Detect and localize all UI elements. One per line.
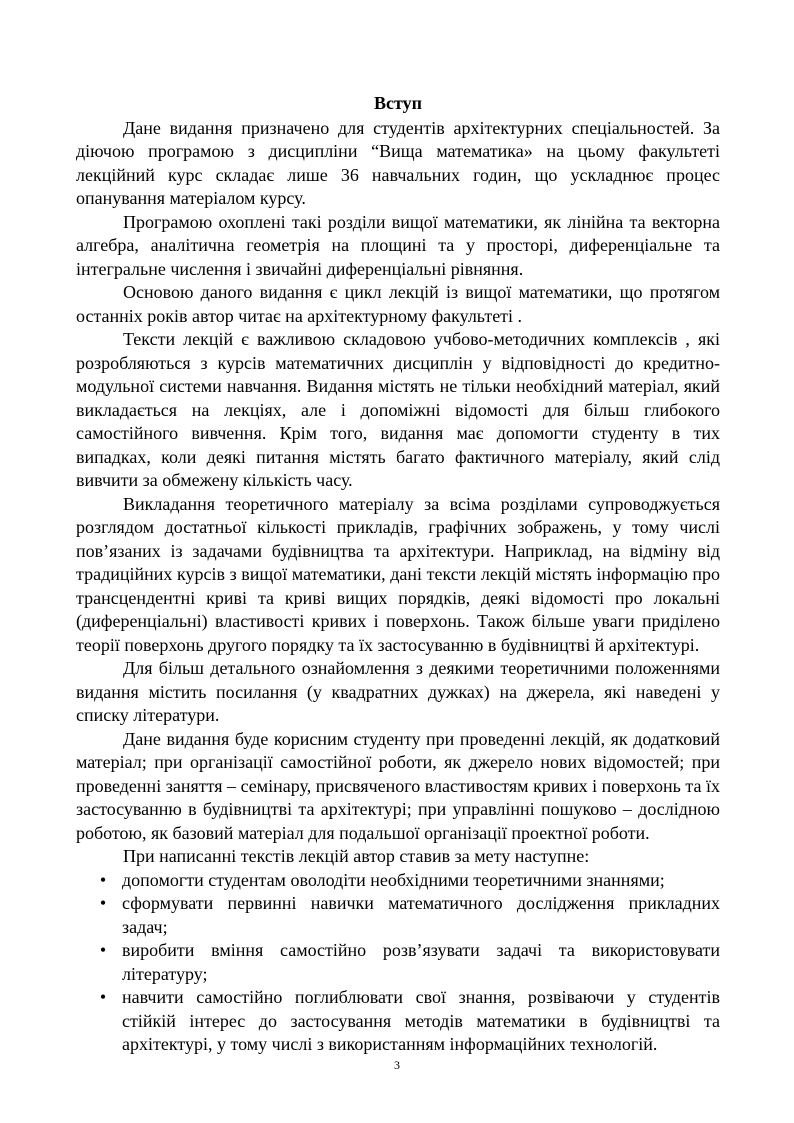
page-title: Вступ xyxy=(374,93,422,113)
bullet-icon: • xyxy=(99,869,107,890)
goals-list xyxy=(76,869,720,1057)
bullet-icon: • xyxy=(99,893,107,913)
list-item-text: виробити вміння самостійно розв’язувати задачі та використовувати літературу; xyxy=(122,940,720,984)
paragraph-program-sections: Програмою охоплені такі розділи вищої математики, як лінійна та векторна алгебра, аналітична геометрія на площині та у просторі, диференціальне та інтегральне числення і звичайні диференціальні рівняння. xyxy=(76,211,720,279)
list-item xyxy=(76,986,720,1057)
paragraph-lecture-cycle: Основою даного видання є цикл лекцій із вищої математики, що протягом останніх років автор читає на архітектурному факультеті . xyxy=(76,282,720,326)
list-item xyxy=(76,892,720,939)
paragraph-goals-intro: При написанні текстів лекцій автор ставив за мету наступне: xyxy=(123,846,590,866)
paragraph-references: Для більш детального ознайомлення з деякими теоретичними положеннями видання містить посилання (у квадратних дужках) на джерела, які наведені у списку літератури. xyxy=(76,658,720,725)
bullet-icon: • xyxy=(99,940,107,960)
bullet-icon: • xyxy=(99,987,107,1007)
paragraph-intro: Дане видання призначено для студентів архітектурних спеціальностей. За діючою програмою з дисципліни “Вища математика» на цьому факультеті лекційний курс складає лише 36 навчальних годин, що ускладнює процес опанування матеріалом курсу. xyxy=(76,117,720,208)
list-item xyxy=(76,869,720,893)
list-item-text: навчити самостійно поглиблювати свої знання, розвіваючи у студентів стійкій інтерес до застосування методів математики в будівництві та архітектурі, у тому числі з використанням інформаційних технологій. xyxy=(122,987,720,1054)
list-item-text: сформувати первинні навички математичного дослідження прикладних задач; xyxy=(122,893,720,937)
list-item-text: допомогти студентам оволодіти необхідними теоретичними знаннями; xyxy=(122,869,665,890)
paragraph-lecture-texts: Тексти лекцій є важливою складовою учбово-методичних комплексів , які розробляються з курсів математичних дисциплін у відповідності до кредитно-модульної системи навчання. Видання містять не тільки необхідний матеріал, який викладається на лекціях, але і допоміжні відомості для більш глибокого самостійного вивчення. Крім того, видання має допомогти студенту в тих випадках, коли деякі питання містять багато фактичного матеріалу, який слід вивчити за обмежену кількість часу. xyxy=(76,329,720,490)
paragraph-theory-presentation: Викладання теоретичного матеріалу за всіма розділами супроводжується розглядом достатньої кількості прикладів, графічних зображень, у тому числі пов’язаних із задачами будівництва та архітектури. Наприклад, на відміну від традиційних курсів з вищої математики, дані тексти лекцій містять інформацію про трансцендентні криві та криві вищих порядків, деякі відомості про локальні (диференціальні) властивості кривих і поверхонь. Також більше уваги приділено теорії поверхонь другого порядку та їх застосуванню в будівництві й архітектурі. xyxy=(76,493,720,655)
list-item xyxy=(76,939,720,986)
document-page xyxy=(76,92,720,1057)
paragraph-usefulness: Дане видання буде корисним студенту при проведенні лекцій, як додатковий матеріал; при організації самостійної роботи, як джерело нових відомостей; при проведенні заняття – семінару, присвяченого властивостям кривих і поверхонь та їх застосуванню в будівництві та архітектурі; при управлінні пошуково – дослідною роботою, як базовий матеріал для подальшої організації проектної роботи. xyxy=(76,728,720,843)
page-number: 3 xyxy=(394,1058,400,1072)
